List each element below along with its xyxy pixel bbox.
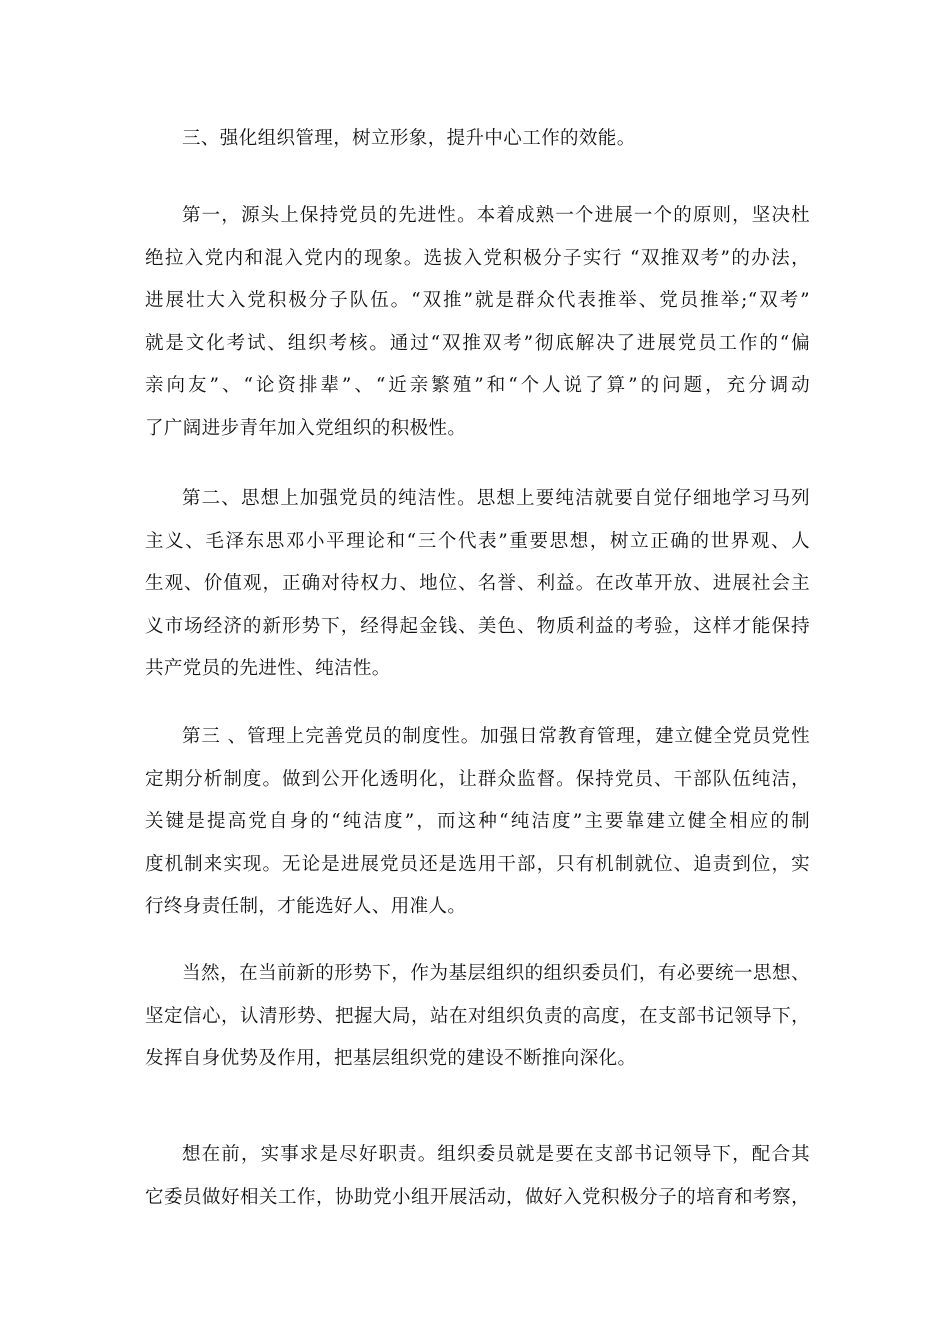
paragraph-line: 了广阔进步青年加入党组织的积极性。 xyxy=(145,417,467,439)
paragraph-source-advancement xyxy=(145,195,810,451)
paragraph-ideological-purity xyxy=(145,478,810,691)
paragraph-line: 进展壮大入党积极分子队伍。“双推”就是群众代表推举、党员推举;“双考” xyxy=(145,290,810,312)
paragraph-line: 度机制来实现。无论是进展党员还是选用干部，只有机制就位、追责到位，实 xyxy=(145,853,810,875)
paragraph-line: 就是文化考试、组织考核。通过“双推双考”彻底解决了进展党员工作的“偏 xyxy=(145,332,810,354)
paragraph-line: 生观、价值观，正确对待权力、地位、名誉、利益。在改革开放、进展社会主 xyxy=(145,573,810,595)
paragraph-current-situation xyxy=(145,953,810,1081)
section-heading xyxy=(145,118,810,161)
paragraph-line: 共产党员的先进性、纯洁性。 xyxy=(145,658,391,680)
heading-line: 三、强化组织管理，树立形象，提升中心工作的效能。 xyxy=(182,128,636,149)
paragraph-line: 绝拉入党内和混入党内的现象。选拔入党积极分子实行 “双推双考”的办法， xyxy=(145,247,810,269)
paragraph-line: 亲向友”、“论资排辈”、“近亲繁殖”和“个人说了算”的问题，充分调动 xyxy=(145,375,810,397)
paragraph-line: 发挥自身优势及作用，把基层组织党的建设不断推向深化。 xyxy=(145,1048,637,1070)
paragraph-line: 行终身责任制，才能选好人、用准人。 xyxy=(145,896,467,918)
paragraph-line: 坚定信心，认清形势、把握大局，站在对组织负责的高度，在支部书记领导下， xyxy=(145,1005,810,1027)
paragraph-management-system xyxy=(145,716,810,929)
paragraph-line: 当然，在当前新的形势下，作为基层组织的组织委员们，有必要统一思想、 xyxy=(182,963,810,984)
paragraph-line: 它委员做好相关工作，协助党小组开展活动，做好入党积极分子的培育和考察， xyxy=(145,1186,810,1208)
paragraph-line: 定期分析制度。做到公开化透明化，让群众监督。保持党员、干部队伍纯洁， xyxy=(145,768,810,790)
paragraph-line: 义市场经济的新形势下，经得起金钱、美色、物质利益的考验，这样才能保持 xyxy=(145,615,810,637)
paragraph-line: 关键是提高党自身的“纯洁度”，而这种“纯洁度”主要靠建立健全相应的制 xyxy=(145,811,810,833)
paragraph-line: 主义、毛泽东思邓小平理论和“三个代表”重要思想，树立正确的世界观、人 xyxy=(145,530,810,552)
paragraph-line: 第二、思想上加强党员的纯洁性。思想上要纯洁就要自觉仔细地学习马列 xyxy=(182,488,810,509)
paragraph-duties xyxy=(145,1134,810,1219)
paragraph-line: 想在前，实事求是尽好职责。组织委员就是要在支部书记领导下，配合其 xyxy=(182,1144,810,1165)
paragraph-line: 第三 、管理上完善党员的制度性。加强日常教育管理，建立健全党员党性 xyxy=(182,726,810,747)
paragraph-line: 第一，源头上保持党员的先进性。本着成熟一个进展一个的原则，坚决杜 xyxy=(182,205,810,226)
